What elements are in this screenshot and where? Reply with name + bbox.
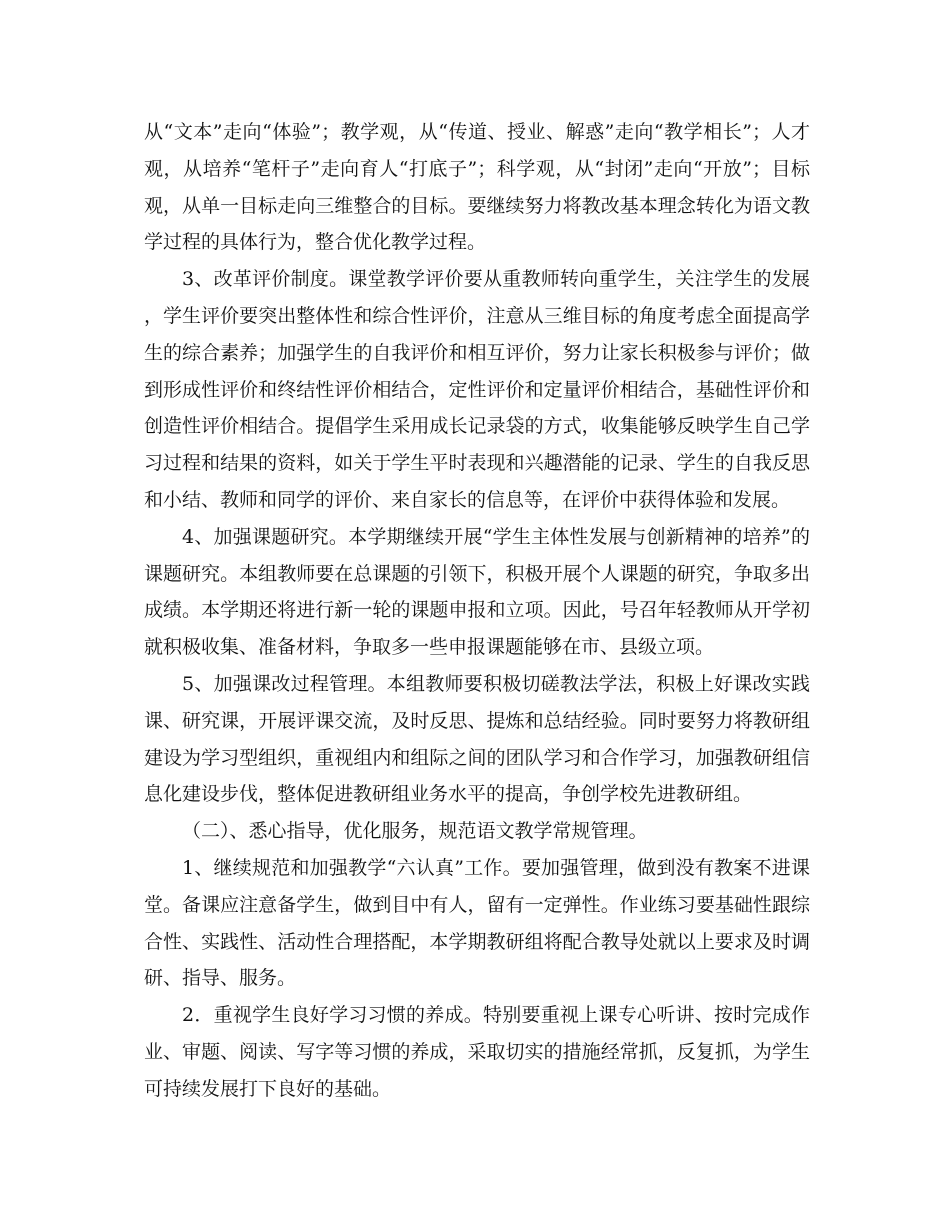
paragraph-study-habits: 2．重视学生良好学习习惯的养成。特别要重视上课专心听讲、按时完成作业、审题、阅读、写字等习惯的养成，采取切实的措施经常抓，反复抓，为学生可持续发展打下良好的基础。 — [144, 1004, 810, 1100]
section-heading-guidance: （二）、悉心指导，优化服务，规范语文教学常规管理。 — [182, 820, 648, 843]
paragraph-evaluation-reform: 3、改革评价制度。课堂教学评价要从重教师转向重学生，关注学生的发展，学生评价要突出整体性和综合性评价，注意从三维目标的角度考虑全面提高学生的综合素养；加强学生的自我评价和相互评价，努力让家长积极参与评价；做到形成性评价和终结性评价相结合，定性评价和定量评价相结合，基础性评价和创造性评价相结合。提倡学生采用成长记录袋的方式，收集能够反映学生自己学习过程和结果的资料，如关于学生平时表现和兴趣潜能的记录、学生的自我反思和小结、教师和同学的评价、来自家长的信息等，在评价中获得体验和发展。 — [144, 268, 810, 511]
paragraph-six-earnest: 1、继续规范和加强教学“六认真”工作。要加强管理，做到没有教案不进课堂。备课应注意备学生，做到目中有人，留有一定弹性。作业练习要基础性跟综合性、实践性、活动性合理搭配，本学期教研组将配合教导处就以上要求及时调研、指导、服务。 — [144, 856, 810, 990]
paragraph-process-management: 5、加强课改过程管理。本组教师要积极切磋教法学法，积极上好课改实践课、研究课，开展评课交流，及时反思、提炼和总结经验。同时要努力将教研组建设为学习型组织，重视组内和组际之间的团队学习和合作学习，加强教研组信息化建设步伐，整体促进教研组业务水平的提高，争创学校先进教研组。 — [144, 672, 810, 806]
document-body — [144, 114, 810, 1108]
paragraph-topic-research: 4、加强课题研究。本学期继续开展“学生主体性发展与创新精神的培养”的课题研究。本组教师要在总课题的引领下，积极开展个人课题的研究，争取多出成绩。本学期还将进行新一轮的课题申报和立项。因此，号召年轻教师从开学初就积极收集、准备材料，争取多一些申报课题能够在市、县级立项。 — [144, 525, 810, 659]
paragraph-continuation: 从“文本”走向“体验”；教学观，从“传道、授业、解惑”走向“教学相长”；人才观，从培养“笔杆子”走向育人“打底子”；科学观，从“封闭”走向“开放”；目标观，从单一目标走向三维整合的目标。要继续努力将教改基本理念转化为语文教学过程的具体行为，整合优化教学过程。 — [144, 121, 810, 254]
